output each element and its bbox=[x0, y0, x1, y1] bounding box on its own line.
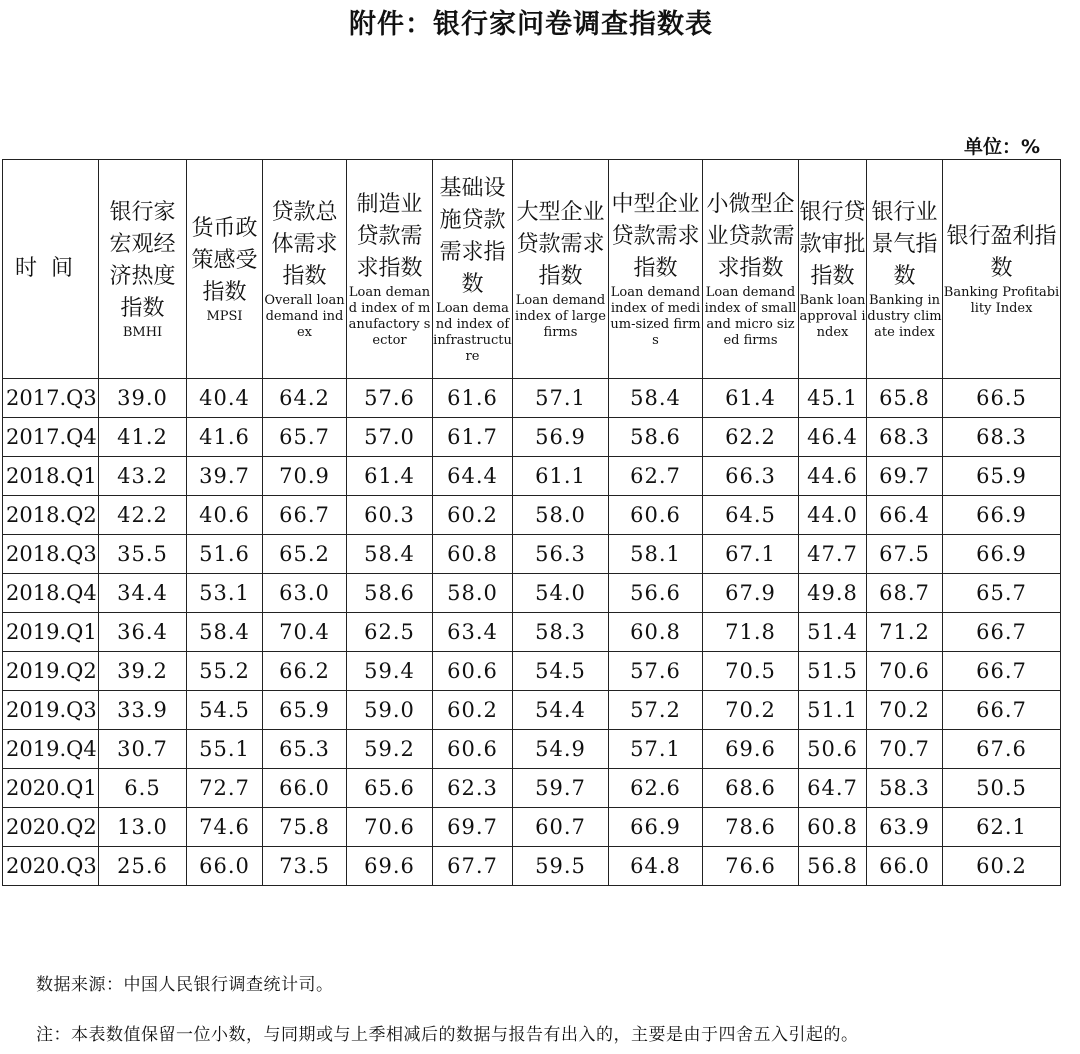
value-cell: 65.9 bbox=[943, 457, 1061, 496]
period-cell: 2019.Q4 bbox=[3, 730, 99, 769]
value-cell: 55.1 bbox=[187, 730, 263, 769]
value-cell: 58.3 bbox=[867, 769, 943, 808]
column-header bbox=[799, 160, 867, 379]
value-cell: 66.4 bbox=[867, 496, 943, 535]
table-row bbox=[3, 730, 1061, 769]
value-cell: 55.2 bbox=[187, 652, 263, 691]
value-cell: 59.2 bbox=[347, 730, 433, 769]
table-body bbox=[3, 379, 1061, 886]
value-cell: 44.6 bbox=[799, 457, 867, 496]
value-cell: 67.6 bbox=[943, 730, 1061, 769]
column-header bbox=[703, 160, 799, 379]
value-cell: 68.3 bbox=[943, 418, 1061, 457]
value-cell: 71.8 bbox=[703, 613, 799, 652]
value-cell: 59.7 bbox=[513, 769, 609, 808]
value-cell: 66.0 bbox=[263, 769, 347, 808]
column-header-zh: 银行业景气指数 bbox=[871, 200, 938, 289]
value-cell: 65.7 bbox=[943, 574, 1061, 613]
value-cell: 60.2 bbox=[943, 847, 1061, 886]
value-cell: 60.7 bbox=[513, 808, 609, 847]
value-cell: 57.2 bbox=[609, 691, 703, 730]
column-header bbox=[867, 160, 943, 379]
value-cell: 69.7 bbox=[433, 808, 513, 847]
table-row bbox=[3, 418, 1061, 457]
value-cell: 66.5 bbox=[943, 379, 1061, 418]
value-cell: 58.3 bbox=[513, 613, 609, 652]
value-cell: 58.0 bbox=[433, 574, 513, 613]
value-cell: 70.5 bbox=[703, 652, 799, 691]
column-header bbox=[347, 160, 433, 379]
value-cell: 60.3 bbox=[347, 496, 433, 535]
value-cell: 60.6 bbox=[609, 496, 703, 535]
value-cell: 58.4 bbox=[187, 613, 263, 652]
value-cell: 66.0 bbox=[187, 847, 263, 886]
value-cell: 54.4 bbox=[513, 691, 609, 730]
table-row bbox=[3, 769, 1061, 808]
value-cell: 54.0 bbox=[513, 574, 609, 613]
value-cell: 60.2 bbox=[433, 496, 513, 535]
value-cell: 62.1 bbox=[943, 808, 1061, 847]
period-cell: 2019.Q3 bbox=[3, 691, 99, 730]
value-cell: 39.0 bbox=[99, 379, 187, 418]
value-cell: 63.4 bbox=[433, 613, 513, 652]
value-cell: 67.5 bbox=[867, 535, 943, 574]
value-cell: 56.9 bbox=[513, 418, 609, 457]
value-cell: 67.9 bbox=[703, 574, 799, 613]
value-cell: 72.7 bbox=[187, 769, 263, 808]
column-header-en: Banking industry climate index bbox=[867, 293, 942, 340]
column-header-en: Loan demand index of medium-sized firms bbox=[610, 285, 701, 348]
column-header-zh: 大型企业贷款需求指数 bbox=[516, 200, 605, 289]
value-cell: 13.0 bbox=[99, 808, 187, 847]
period-cell: 2018.Q2 bbox=[3, 496, 99, 535]
value-cell: 57.6 bbox=[609, 652, 703, 691]
value-cell: 58.6 bbox=[347, 574, 433, 613]
value-cell: 6.5 bbox=[99, 769, 187, 808]
value-cell: 60.8 bbox=[609, 613, 703, 652]
remark-note: 注：本表数值保留一位小数，与同期或与上季相减后的数据与报告有出入的，主要是由于四舍五入引起的。 bbox=[36, 1025, 859, 1045]
column-header-zh: 银行盈利指数 bbox=[946, 224, 1057, 281]
value-cell: 40.6 bbox=[187, 496, 263, 535]
value-cell: 60.6 bbox=[433, 652, 513, 691]
table-row bbox=[3, 379, 1061, 418]
value-cell: 65.7 bbox=[263, 418, 347, 457]
column-header bbox=[99, 160, 187, 379]
value-cell: 54.5 bbox=[187, 691, 263, 730]
value-cell: 64.7 bbox=[799, 769, 867, 808]
value-cell: 70.6 bbox=[347, 808, 433, 847]
value-cell: 58.4 bbox=[347, 535, 433, 574]
value-cell: 44.0 bbox=[799, 496, 867, 535]
column-header-zh: 制造业贷款需求指数 bbox=[356, 192, 423, 281]
value-cell: 59.4 bbox=[347, 652, 433, 691]
value-cell: 66.3 bbox=[703, 457, 799, 496]
value-cell: 51.1 bbox=[799, 691, 867, 730]
value-cell: 57.1 bbox=[513, 379, 609, 418]
value-cell: 67.1 bbox=[703, 535, 799, 574]
value-cell: 70.2 bbox=[867, 691, 943, 730]
table-row bbox=[3, 613, 1061, 652]
column-header-zh: 小微型企业贷款需求指数 bbox=[706, 192, 795, 281]
value-cell: 61.4 bbox=[703, 379, 799, 418]
value-cell: 62.3 bbox=[433, 769, 513, 808]
table-row bbox=[3, 691, 1061, 730]
value-cell: 58.6 bbox=[609, 418, 703, 457]
value-cell: 70.4 bbox=[263, 613, 347, 652]
column-header-en: Overall loan demand index bbox=[264, 293, 345, 340]
source-note: 数据来源：中国人民银行调查统计司。 bbox=[36, 975, 334, 995]
value-cell: 69.6 bbox=[347, 847, 433, 886]
period-cell: 2020.Q2 bbox=[3, 808, 99, 847]
value-cell: 62.5 bbox=[347, 613, 433, 652]
value-cell: 65.9 bbox=[263, 691, 347, 730]
value-cell: 69.6 bbox=[703, 730, 799, 769]
period-cell: 2018.Q1 bbox=[3, 457, 99, 496]
value-cell: 58.0 bbox=[513, 496, 609, 535]
column-header-zh: 贷款总体需求指数 bbox=[271, 200, 338, 289]
period-cell: 2018.Q3 bbox=[3, 535, 99, 574]
value-cell: 57.1 bbox=[609, 730, 703, 769]
value-cell: 36.4 bbox=[99, 613, 187, 652]
period-cell: 2019.Q2 bbox=[3, 652, 99, 691]
column-header-en: Loan demand index of manufactory sector bbox=[348, 285, 431, 348]
value-cell: 47.7 bbox=[799, 535, 867, 574]
value-cell: 39.7 bbox=[187, 457, 263, 496]
value-cell: 65.2 bbox=[263, 535, 347, 574]
value-cell: 56.3 bbox=[513, 535, 609, 574]
period-cell: 2017.Q3 bbox=[3, 379, 99, 418]
value-cell: 43.2 bbox=[99, 457, 187, 496]
value-cell: 40.4 bbox=[187, 379, 263, 418]
value-cell: 61.6 bbox=[433, 379, 513, 418]
value-cell: 66.0 bbox=[867, 847, 943, 886]
value-cell: 66.9 bbox=[609, 808, 703, 847]
value-cell: 65.6 bbox=[347, 769, 433, 808]
column-header-zh: 中型企业贷款需求指数 bbox=[611, 192, 700, 281]
column-header-en: MPSI bbox=[206, 309, 243, 324]
table-row bbox=[3, 535, 1061, 574]
value-cell: 65.8 bbox=[867, 379, 943, 418]
value-cell: 66.2 bbox=[263, 652, 347, 691]
value-cell: 60.2 bbox=[433, 691, 513, 730]
value-cell: 64.5 bbox=[703, 496, 799, 535]
value-cell: 50.6 bbox=[799, 730, 867, 769]
column-header bbox=[609, 160, 703, 379]
value-cell: 58.4 bbox=[609, 379, 703, 418]
value-cell: 35.5 bbox=[99, 535, 187, 574]
value-cell: 60.6 bbox=[433, 730, 513, 769]
value-cell: 70.7 bbox=[867, 730, 943, 769]
value-cell: 60.8 bbox=[433, 535, 513, 574]
value-cell: 63.0 bbox=[263, 574, 347, 613]
column-header bbox=[263, 160, 347, 379]
column-header-en: Bank loan approval index bbox=[799, 293, 866, 340]
value-cell: 57.6 bbox=[347, 379, 433, 418]
value-cell: 68.3 bbox=[867, 418, 943, 457]
value-cell: 46.4 bbox=[799, 418, 867, 457]
value-cell: 74.6 bbox=[187, 808, 263, 847]
value-cell: 51.6 bbox=[187, 535, 263, 574]
unit-label: 单位：% bbox=[963, 136, 1040, 158]
value-cell: 53.1 bbox=[187, 574, 263, 613]
value-cell: 67.7 bbox=[433, 847, 513, 886]
value-cell: 45.1 bbox=[799, 379, 867, 418]
value-cell: 56.6 bbox=[609, 574, 703, 613]
column-header-zh: 货币政策感受指数 bbox=[191, 216, 258, 305]
column-header bbox=[513, 160, 609, 379]
period-cell: 2020.Q1 bbox=[3, 769, 99, 808]
table-row bbox=[3, 496, 1061, 535]
value-cell: 63.9 bbox=[867, 808, 943, 847]
value-cell: 51.4 bbox=[799, 613, 867, 652]
value-cell: 64.4 bbox=[433, 457, 513, 496]
value-cell: 30.7 bbox=[99, 730, 187, 769]
value-cell: 41.2 bbox=[99, 418, 187, 457]
value-cell: 69.7 bbox=[867, 457, 943, 496]
value-cell: 54.5 bbox=[513, 652, 609, 691]
value-cell: 59.0 bbox=[347, 691, 433, 730]
value-cell: 62.7 bbox=[609, 457, 703, 496]
value-cell: 75.8 bbox=[263, 808, 347, 847]
value-cell: 61.4 bbox=[347, 457, 433, 496]
index-table bbox=[2, 159, 1061, 886]
value-cell: 50.5 bbox=[943, 769, 1061, 808]
period-cell: 2018.Q4 bbox=[3, 574, 99, 613]
period-cell: 2019.Q1 bbox=[3, 613, 99, 652]
value-cell: 66.9 bbox=[943, 496, 1061, 535]
column-header-zh: 银行贷款审批指数 bbox=[799, 200, 866, 289]
column-header-en: BMHI bbox=[122, 325, 163, 340]
table-row bbox=[3, 652, 1061, 691]
table-row bbox=[3, 808, 1061, 847]
value-cell: 78.6 bbox=[703, 808, 799, 847]
value-cell: 25.6 bbox=[99, 847, 187, 886]
value-cell: 33.9 bbox=[99, 691, 187, 730]
value-cell: 66.7 bbox=[943, 613, 1061, 652]
value-cell: 62.2 bbox=[703, 418, 799, 457]
column-header bbox=[433, 160, 513, 379]
column-header-zh: 银行家宏观经济热度指数 bbox=[109, 200, 176, 321]
page-title: 附件：银行家问卷调查指数表 bbox=[349, 9, 713, 40]
value-cell: 66.9 bbox=[943, 535, 1061, 574]
table-row bbox=[3, 457, 1061, 496]
column-header-zh: 基础设施贷款需求指数 bbox=[439, 176, 506, 297]
period-cell: 2017.Q4 bbox=[3, 418, 99, 457]
value-cell: 64.8 bbox=[609, 847, 703, 886]
value-cell: 76.6 bbox=[703, 847, 799, 886]
value-cell: 68.6 bbox=[703, 769, 799, 808]
value-cell: 60.8 bbox=[799, 808, 867, 847]
value-cell: 61.7 bbox=[433, 418, 513, 457]
value-cell: 42.2 bbox=[99, 496, 187, 535]
value-cell: 62.6 bbox=[609, 769, 703, 808]
value-cell: 61.1 bbox=[513, 457, 609, 496]
value-cell: 57.0 bbox=[347, 418, 433, 457]
value-cell: 70.6 bbox=[867, 652, 943, 691]
table-row bbox=[3, 574, 1061, 613]
period-cell: 2020.Q3 bbox=[3, 847, 99, 886]
column-header bbox=[187, 160, 263, 379]
value-cell: 56.8 bbox=[799, 847, 867, 886]
value-cell: 39.2 bbox=[99, 652, 187, 691]
column-header-zh: 时 间 bbox=[15, 256, 73, 281]
value-cell: 59.5 bbox=[513, 847, 609, 886]
value-cell: 51.5 bbox=[799, 652, 867, 691]
column-header bbox=[3, 160, 99, 379]
value-cell: 64.2 bbox=[263, 379, 347, 418]
value-cell: 41.6 bbox=[187, 418, 263, 457]
value-cell: 73.5 bbox=[263, 847, 347, 886]
value-cell: 58.1 bbox=[609, 535, 703, 574]
value-cell: 49.8 bbox=[799, 574, 867, 613]
value-cell: 66.7 bbox=[943, 691, 1061, 730]
value-cell: 66.7 bbox=[943, 652, 1061, 691]
column-header-en: Loan demand index of large firms bbox=[515, 293, 606, 340]
column-header-en: Loan demand index of infrastructure bbox=[433, 301, 512, 364]
value-cell: 71.2 bbox=[867, 613, 943, 652]
column-header bbox=[943, 160, 1061, 379]
value-cell: 68.7 bbox=[867, 574, 943, 613]
column-header-en: Loan demand index of small and micro sized firms bbox=[704, 285, 797, 348]
table-row bbox=[3, 847, 1061, 886]
value-cell: 70.9 bbox=[263, 457, 347, 496]
value-cell: 65.3 bbox=[263, 730, 347, 769]
value-cell: 70.2 bbox=[703, 691, 799, 730]
table-header-row bbox=[3, 160, 1061, 379]
value-cell: 66.7 bbox=[263, 496, 347, 535]
value-cell: 34.4 bbox=[99, 574, 187, 613]
value-cell: 54.9 bbox=[513, 730, 609, 769]
column-header-en: Banking Profitability Index bbox=[943, 285, 1060, 316]
